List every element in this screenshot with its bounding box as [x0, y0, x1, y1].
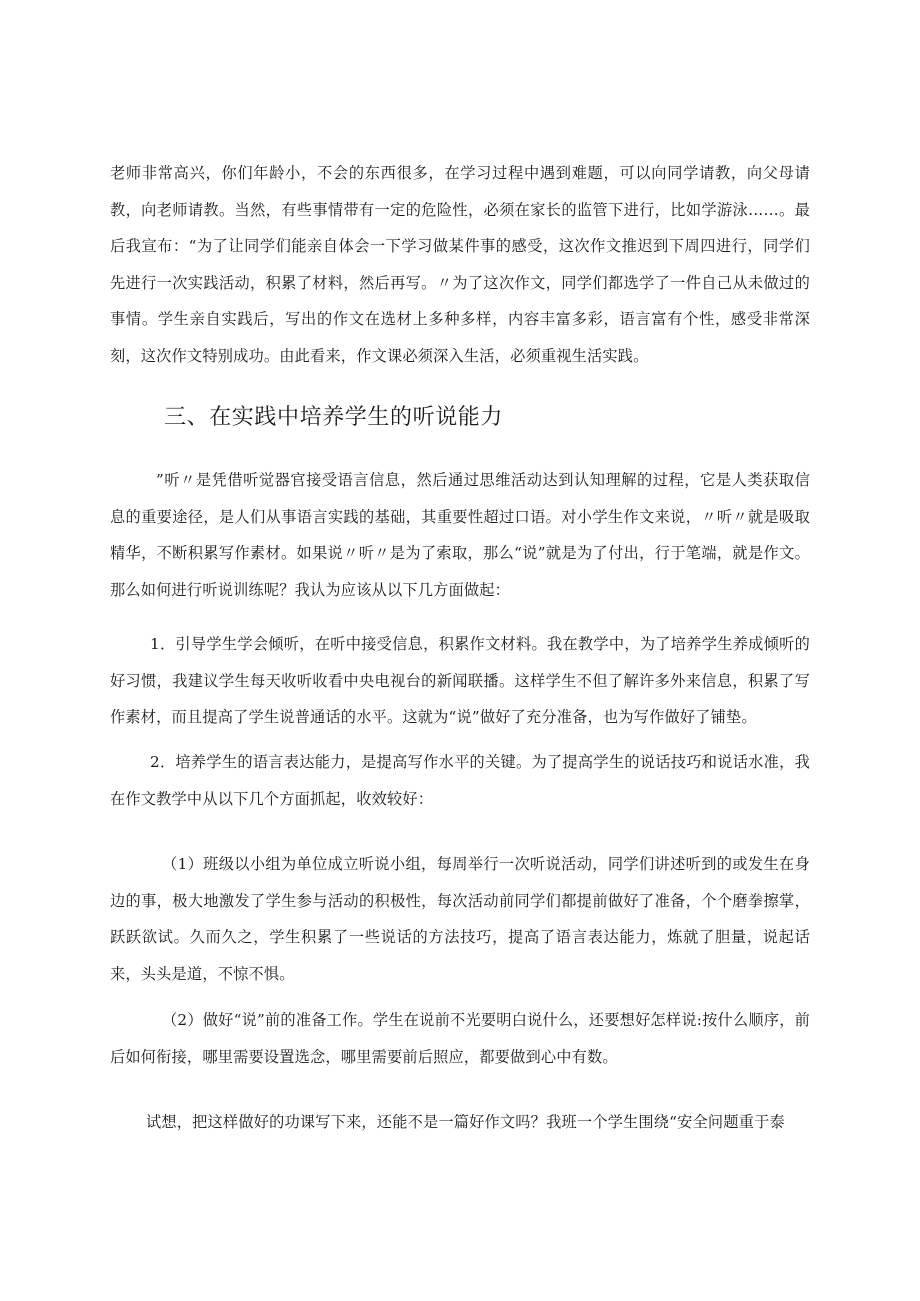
paragraph-item-1: 1．引导学生学会倾听，在听中接受信息，积累作文材料。我在教学中，为了培养学生养成倾听的好习惯，我建议学生每天收听收看中央电视台的新闻联播。这样学生不但了解许多外来信息，积累了写作素材，而且提高了学生说普通话的水平。这就为“说”做好了充分准备，也为写作做好了铺垫。: [110, 635, 810, 727]
paragraph-item-2: 2．培养学生的语言表达能力，是提高写作水平的关键。为了提高学生的说话技巧和说话水准，我在作文教学中从以下几个方面抓起，收效较好：: [110, 753, 810, 808]
paragraph-subitem-2: （2）做好“说”前的准备工作。学生在说前不光要明白说什么，还要想好怎样说:按什么顺序，前后如何衔接，哪里需要设置选念，哪里需要前后照应，都要做到心中有数。: [110, 1011, 810, 1066]
paragraph-subitem-1: （1）班级以小组为单位成立听说小组，每周举行一次听说活动，同学们讲述听到的或发生在身边的事，极大地激发了学生参与活动的积极性，每次活动前同学们都提前做好了准备，个个磨拳擦掌，跃跃欲试。久而久之，学生积累了一些说话的方法技巧，提高了语言表达能力，炼就了胆量，说起话来，头头是道，不惊不惧。: [110, 855, 810, 983]
paragraph-final: 试想，把这样做好的功课写下来，还能不是一篇好作文吗？我班一个学生围绕“安全问题重于泰: [146, 1113, 785, 1131]
section-heading: 三、在实践中培养学生的听说能力: [164, 405, 504, 430]
paragraph-listening: ”听〃是凭借听觉器官接受语言信息，然后通过思维活动达到认知理解的过程，它是人类获取信息的重要途径，是人们从事语言实践的基础，其重要性超过口语。对小学生作文来说，〃听〃就是吸取精华，不断积累写作素材。如果说〃听〃是为了索取，那么“说”就是为了付出，行于笔端，就是作文。那么如何进行听说训练呢？我认为应该从以下几方面做起：: [110, 471, 810, 599]
paragraph-intro: 老师非常高兴，你们年龄小，不会的东西很多，在学习过程中遇到难题，可以向同学请教，向父母请教，向老师请教。当然，有些事情带有一定的危险性，必须在家长的监管下进行，比如学游泳……。最后我宣布：“为了让同学们能亲自体会一下学习做某件事的感受，这次作文推迟到下周四进行，同学们先进行一次实践活动，积累了材料，然后再写。〃为了这次作文，同学们都选学了一件自己从未做过的事情。学生亲自实践后，写出的作文在选材上多种多样，内容丰富多彩，语言富有个性，感受非常深刻，这次作文特别成功。由此看来，作文课必须深入生活，必须重视生活实践。: [110, 164, 810, 365]
